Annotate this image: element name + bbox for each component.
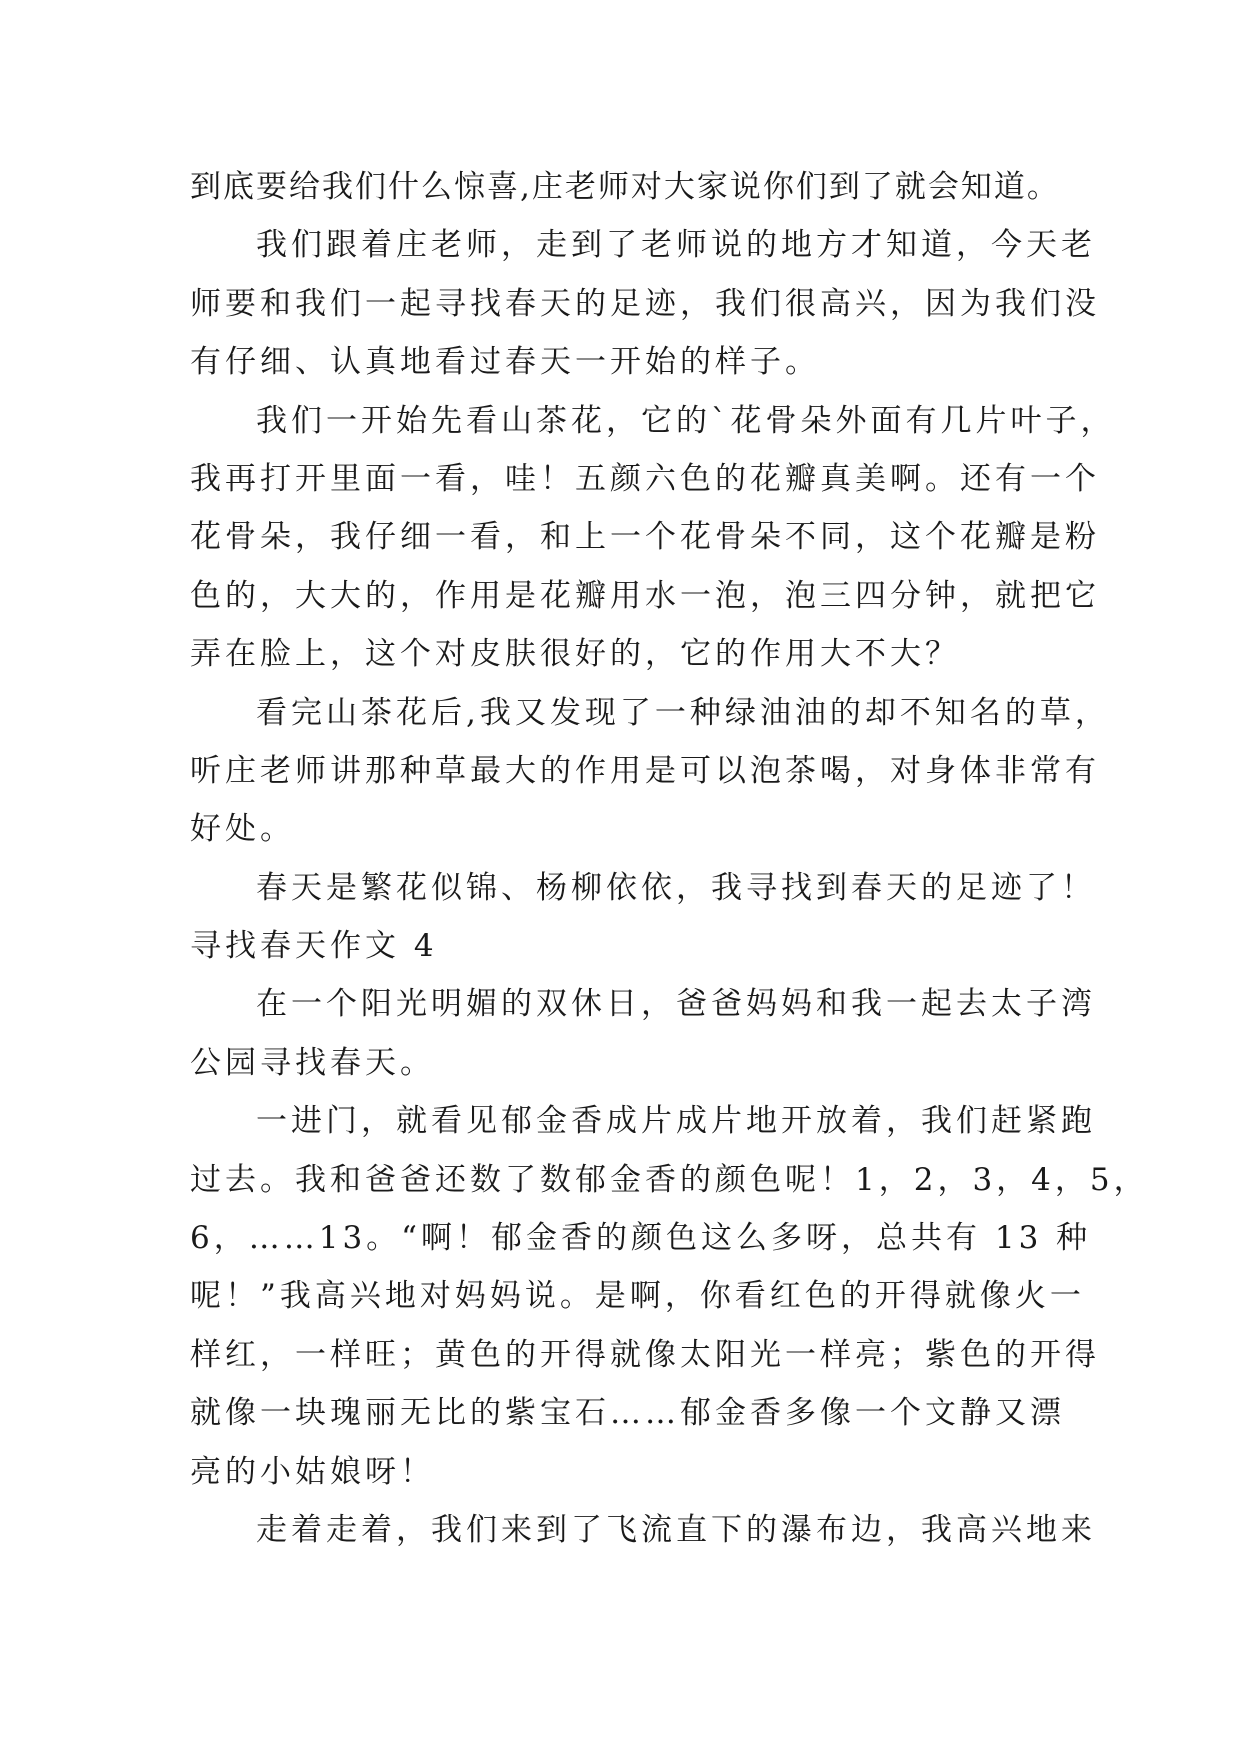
paragraph-start-line: 看完山茶花后,我又发现了一种绿油油的却不知名的草， [256,694,1110,731]
text-line: 公园寻找春天。 [190,1044,435,1081]
text-line: 过去。我和爸爸还数了数郁金香的颜色呢！1，2，3，4，5， [190,1161,1149,1198]
paragraph-start-line: 春天是繁花似锦、杨柳依依，我寻找到春天的足迹了！ [256,869,1096,906]
text-line: 色的，大大的，作用是花瓣用水一泡，泡三四分钟，就把它 [190,577,1100,614]
text-line: 弄在脸上，这个对皮肤很好的，它的作用大不大？ [190,636,960,673]
text-line: 好处。 [190,811,295,848]
text-line: 我再打开里面一看，哇！五颜六色的花瓣真美啊。还有一个 [190,460,1100,497]
document-page [190,158,1149,1559]
paragraph-start-line: 我们一开始先看山茶花，它的`花骨朵外面有几片叶子， [256,402,1116,439]
text-line: 亮的小姑娘呀！ [190,1453,435,1490]
text-line: 师要和我们一起寻找春天的足迹，我们很高兴，因为我们没 [190,285,1100,322]
paragraph-start-line: 一进门，就看见郁金香成片成片地开放着，我们赶紧跑 [256,1103,1096,1140]
text-line: 就像一块瑰丽无比的紫宝石……郁金香多像一个文静又漂 [190,1395,1065,1432]
text-line: 听庄老师讲那种草最大的作用是可以泡茶喝，对身体非常有 [190,752,1100,789]
text-line: 6，……13。“啊！郁金香的颜色这么多呀，总共有 13 种 [190,1220,1092,1257]
section-heading: 寻找春天作文 4 [190,928,438,965]
paragraph-start-line: 在一个阳光明媚的双休日，爸爸妈妈和我一起去太子湾 [256,986,1096,1023]
text-line: 样红，一样旺；黄色的开得就像太阳光一样亮；紫色的开得 [190,1336,1100,1373]
text-line: 花骨朵，我仔细一看，和上一个花骨朵不同，这个花瓣是粉 [190,519,1100,556]
text-line: 到底要给我们什么惊喜,庄老师对大家说你们到了就会知道。 [190,169,1060,205]
paragraph-start-line: 走着走着，我们来到了飞流直下的瀑布边，我高兴地来 [256,1511,1096,1548]
text-line: 呢！”我高兴地对妈妈说。是啊，你看红色的开得就像火一 [190,1278,1085,1315]
paragraph-start-line: 我们跟着庄老师，走到了老师说的地方才知道，今天老 [256,227,1096,264]
text-line: 有仔细、认真地看过春天一开始的样子。 [190,344,820,381]
